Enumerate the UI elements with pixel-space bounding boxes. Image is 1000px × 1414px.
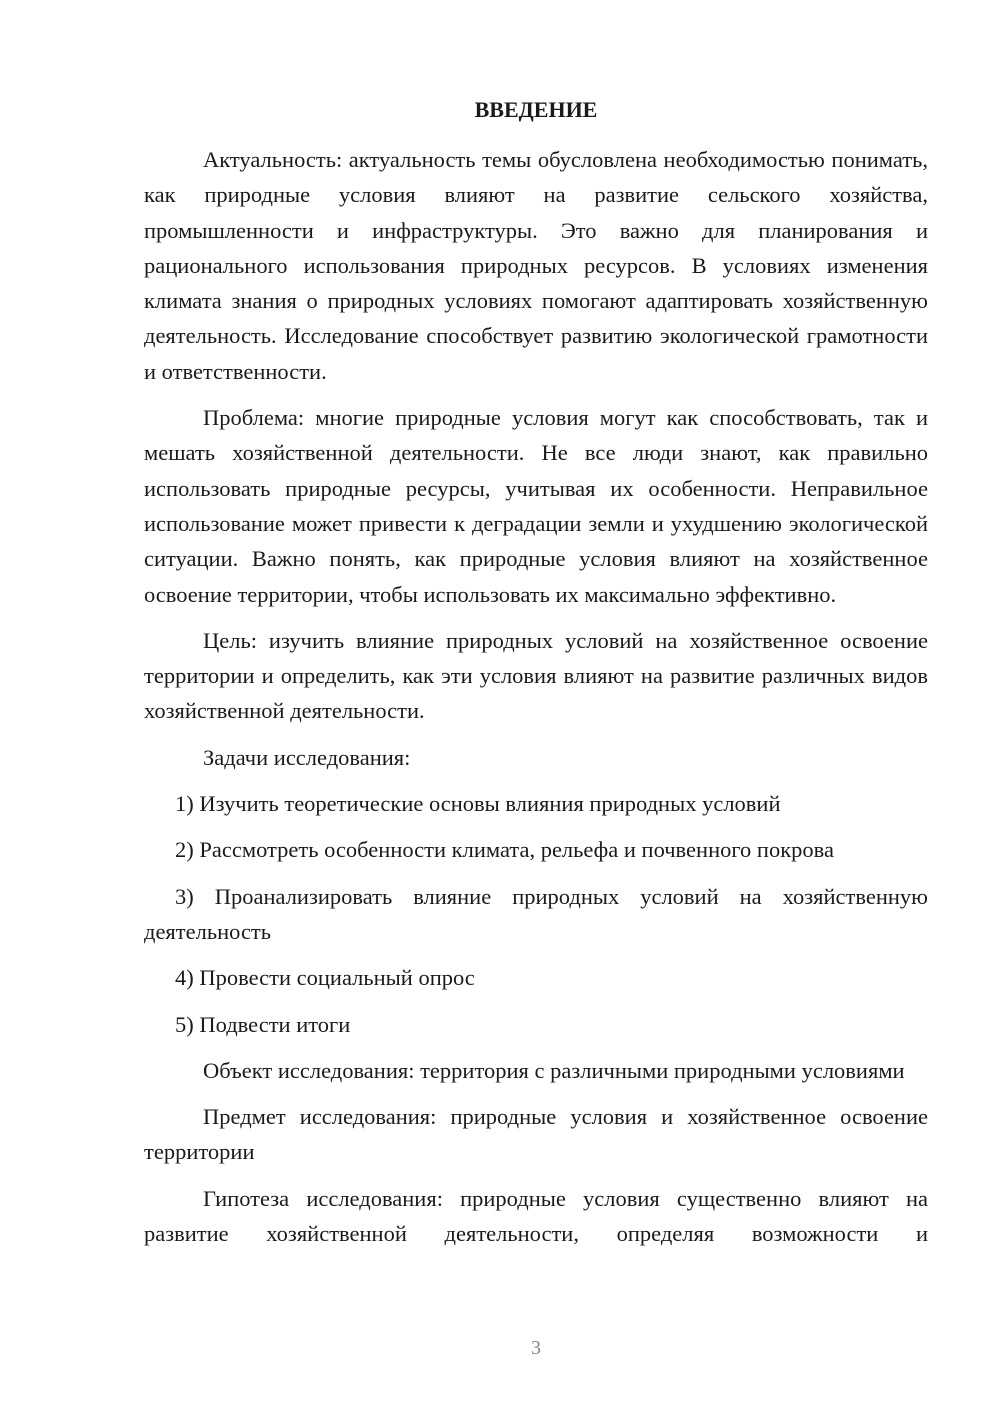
task-item-1: 1) Изучить теоретические основы влияния природных условий: [175, 791, 781, 817]
task-item-2: 2) Рассмотреть особенности климата, рельефа и почвенного покрова: [175, 837, 834, 863]
section-heading: ВВЕДЕНИЕ: [474, 97, 598, 122]
goal-paragraph: Цель: изучить влияние природных условий на хозяйственное освоение территории и определить, как эти условия влияют на развитие различных видов хозяйственной деятельности.: [144, 627, 928, 724]
tasks-heading: Задачи исследования:: [203, 744, 411, 770]
task-item-4: 4) Провести социальный опрос: [175, 965, 475, 991]
subject-paragraph: Предмет исследования: природные условия и хозяйственное освоение территории: [144, 1104, 928, 1165]
page-number: 3: [531, 1337, 541, 1359]
body-text: [144, 142, 928, 1251]
hypothesis-paragraph: Гипотеза исследования: природные условия существенно влияют на развитие хозяйственной деятельности, определяя возможности и: [144, 1185, 928, 1247]
object-paragraph: Объект исследования: территория с различными природными условиями: [203, 1057, 905, 1083]
task-item-5: 5) Подвести итоги: [175, 1011, 351, 1037]
relevance-paragraph: Актуальность: актуальность темы обусловлена необходимостью понимать, как природные условия влияют на развитие сельского хозяйства, промышленности и инфраструктуры. Это важно для планирования и рационального использования природных ресурсов. В условиях изменения климата знания о природных условиях помогают адаптировать хозяйственную деятельность. Исследование способствует развитию экологической грамотности и ответственности.: [144, 147, 928, 384]
task-item-3: 3) Проанализировать влияние природных условий на хозяйственную деятельность: [144, 883, 928, 944]
problem-paragraph: Проблема: многие природные условия могут как способствовать, так и мешать хозяйственной деятельности. Не все люди знают, как правильно использовать природные ресурсы, учитывая их особенности. Неправильное использование может привести к деградации земли и ухудшению экологической ситуации. Важно понять, как природные условия влияют на хозяйственное освоение территории, чтобы использовать их максимально эффективно.: [144, 405, 928, 607]
